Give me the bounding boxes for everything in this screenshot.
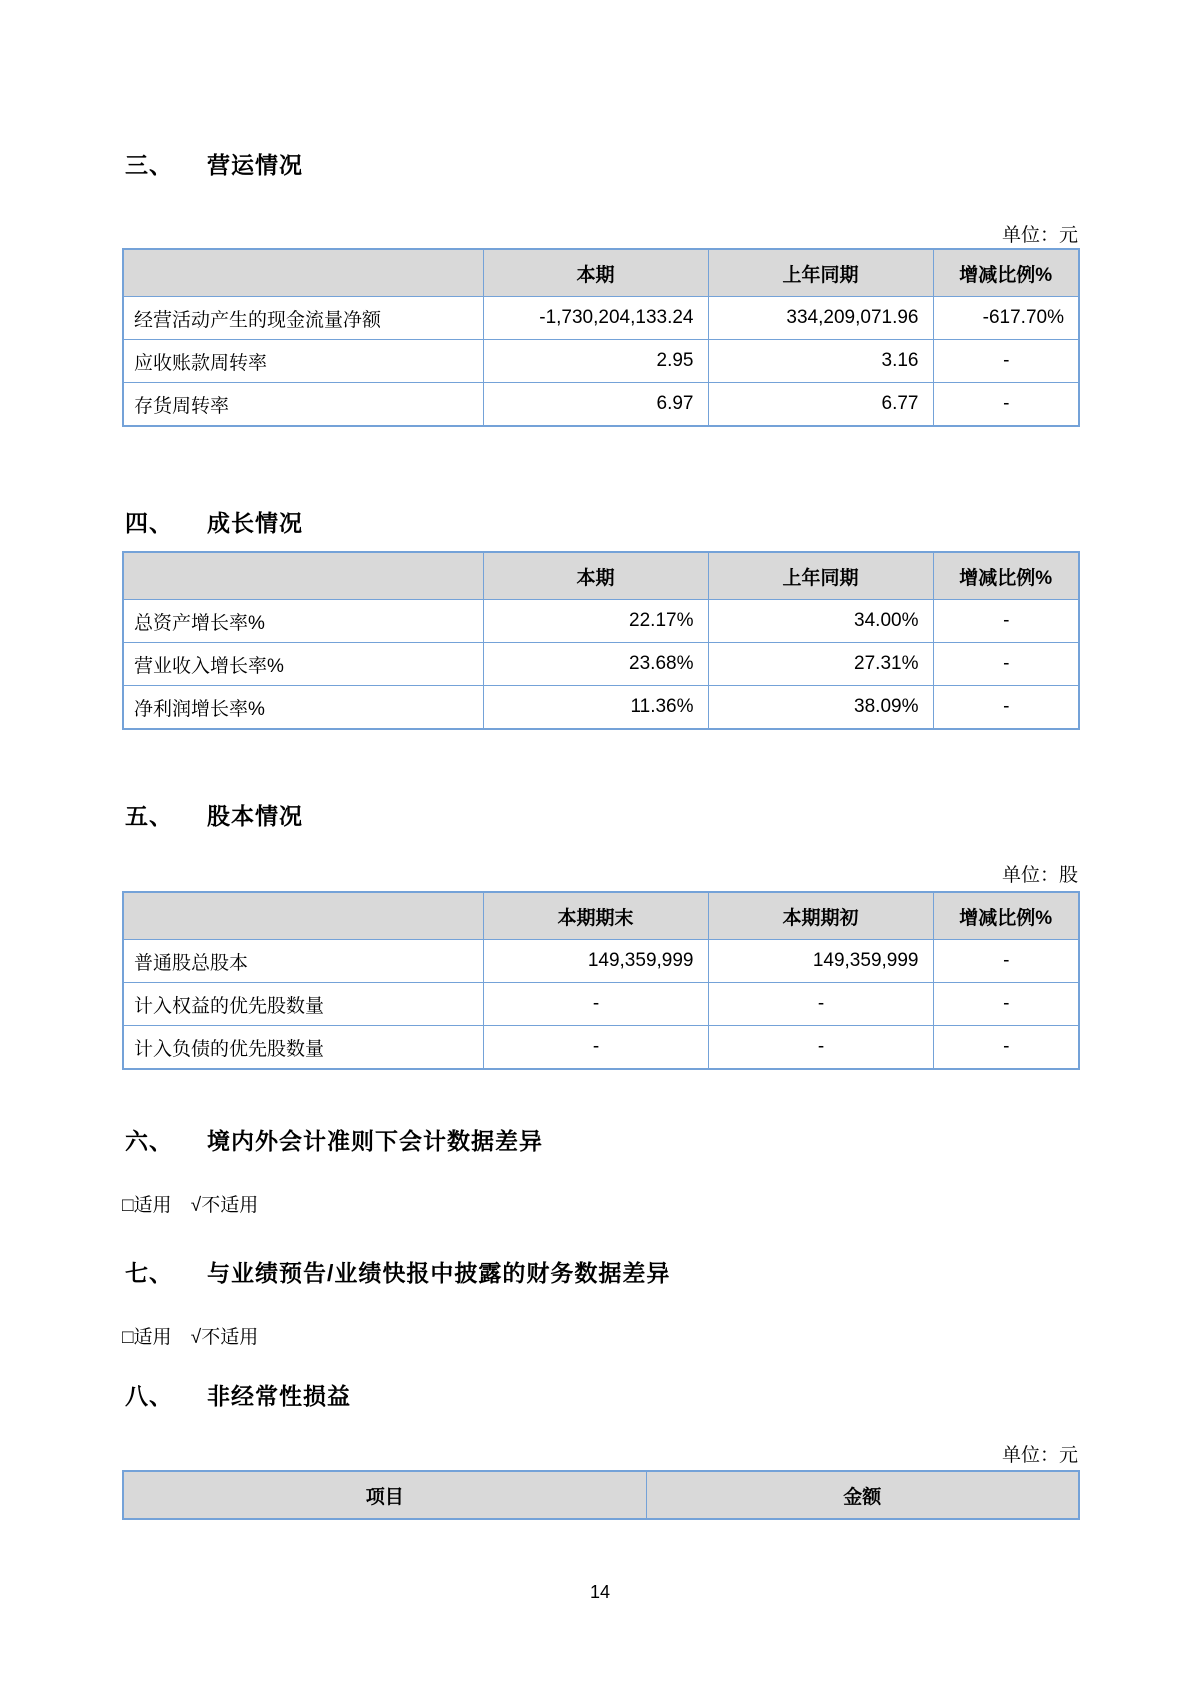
cell-current: 6.97	[483, 383, 708, 427]
cell-period-begin: -	[708, 983, 933, 1026]
cell-period-end: 149,359,999	[483, 940, 708, 983]
section-number: 三、	[125, 152, 173, 178]
unit-label: 单位：股	[1001, 865, 1078, 886]
table-header-row	[123, 249, 1079, 297]
checkmark-not-applicable: √不适用	[190, 1195, 259, 1216]
table-row	[123, 340, 1079, 383]
table-row	[123, 383, 1079, 427]
row-label: 存货周转率	[123, 383, 483, 427]
table-row	[123, 983, 1079, 1026]
cell-period-begin: -	[708, 1026, 933, 1070]
cell-change: -	[933, 340, 1079, 383]
cell-prior: 6.77	[708, 383, 933, 427]
cell-change: -617.70%	[933, 297, 1079, 340]
section-heading-forecast-diff	[125, 1258, 1200, 1288]
section-number: 五、	[125, 803, 173, 829]
row-label: 应收账款周转率	[123, 340, 483, 383]
cell-change: -	[933, 983, 1079, 1026]
cell-period-begin: 149,359,999	[708, 940, 933, 983]
row-label: 经营活动产生的现金流量净额	[123, 297, 483, 340]
section-title: 境内外会计准则下会计数据差异	[207, 1128, 543, 1154]
cell-current: 22.17%	[483, 600, 708, 643]
section-heading-operating	[125, 150, 1200, 180]
cell-prior: 38.09%	[708, 686, 933, 730]
row-label: 计入权益的优先股数量	[123, 983, 483, 1026]
cell-change: -	[933, 643, 1079, 686]
page-number: 14	[589, 1582, 611, 1602]
cell-prior: 34.00%	[708, 600, 933, 643]
table-header-row	[123, 552, 1079, 600]
cell-period-end: -	[483, 983, 708, 1026]
table-row	[123, 643, 1079, 686]
cell-change: -	[933, 940, 1079, 983]
column-header-change: 增减比例%	[933, 892, 1079, 940]
table-row	[123, 940, 1079, 983]
column-header-prior: 上年同期	[708, 249, 933, 297]
column-header-current: 本期	[483, 552, 708, 600]
section-heading-non-recurring	[125, 1381, 1200, 1411]
table-row	[123, 297, 1079, 340]
column-header-period-end: 本期期末	[483, 892, 708, 940]
table-row	[123, 686, 1079, 730]
column-header-change: 增减比例%	[933, 249, 1079, 297]
column-header-blank	[123, 552, 483, 600]
section-heading-accounting-diff	[125, 1126, 1200, 1156]
row-label: 总资产增长率%	[123, 600, 483, 643]
table-row	[123, 1026, 1079, 1070]
row-label: 净利润增长率%	[123, 686, 483, 730]
row-label: 营业收入增长率%	[123, 643, 483, 686]
column-header-period-begin: 本期期初	[708, 892, 933, 940]
column-header-blank	[123, 249, 483, 297]
cell-change: -	[933, 383, 1079, 427]
cell-prior: 27.31%	[708, 643, 933, 686]
operating-table	[122, 248, 1080, 427]
column-header-prior: 上年同期	[708, 552, 933, 600]
column-header-blank	[123, 892, 483, 940]
non-recurring-table	[122, 1470, 1080, 1520]
section-number: 六、	[125, 1128, 173, 1154]
section-number: 七、	[125, 1260, 173, 1286]
applicability-line	[122, 1194, 1200, 1217]
growth-table	[122, 551, 1080, 730]
section-title: 营运情况	[207, 152, 303, 178]
cell-change: -	[933, 1026, 1079, 1070]
section-title: 成长情况	[207, 510, 303, 536]
section-title: 非经常性损益	[207, 1383, 351, 1409]
section-number: 八、	[125, 1383, 173, 1409]
checkbox-applicable: □适用	[122, 1327, 172, 1348]
cell-prior: 3.16	[708, 340, 933, 383]
cell-current: 23.68%	[483, 643, 708, 686]
section-heading-share-capital	[125, 801, 1200, 831]
column-header-change: 增减比例%	[933, 552, 1079, 600]
cell-prior: 334,209,071.96	[708, 297, 933, 340]
checkmark-not-applicable: √不适用	[190, 1327, 259, 1348]
section-number: 四、	[125, 510, 173, 536]
cell-change: -	[933, 600, 1079, 643]
cell-current: -1,730,204,133.24	[483, 297, 708, 340]
column-header-current: 本期	[483, 249, 708, 297]
section-heading-growth	[125, 508, 1200, 538]
row-label: 计入负债的优先股数量	[123, 1026, 483, 1070]
table-header-row	[123, 892, 1079, 940]
unit-label: 单位：元	[1001, 1445, 1078, 1466]
section-title: 股本情况	[207, 803, 303, 829]
cell-current: 2.95	[483, 340, 708, 383]
cell-change: -	[933, 686, 1079, 730]
column-header-item: 项目	[123, 1471, 646, 1519]
cell-period-end: -	[483, 1026, 708, 1070]
row-label: 普通股总股本	[123, 940, 483, 983]
share-capital-table	[122, 891, 1080, 1070]
table-header-row	[123, 1471, 1079, 1519]
table-row	[123, 600, 1079, 643]
column-header-amount: 金额	[646, 1471, 1079, 1519]
cell-current: 11.36%	[483, 686, 708, 730]
unit-label: 单位：元	[1001, 225, 1078, 246]
applicability-line	[122, 1326, 1200, 1349]
checkbox-applicable: □适用	[122, 1195, 172, 1216]
section-title: 与业绩预告/业绩快报中披露的财务数据差异	[207, 1260, 671, 1286]
